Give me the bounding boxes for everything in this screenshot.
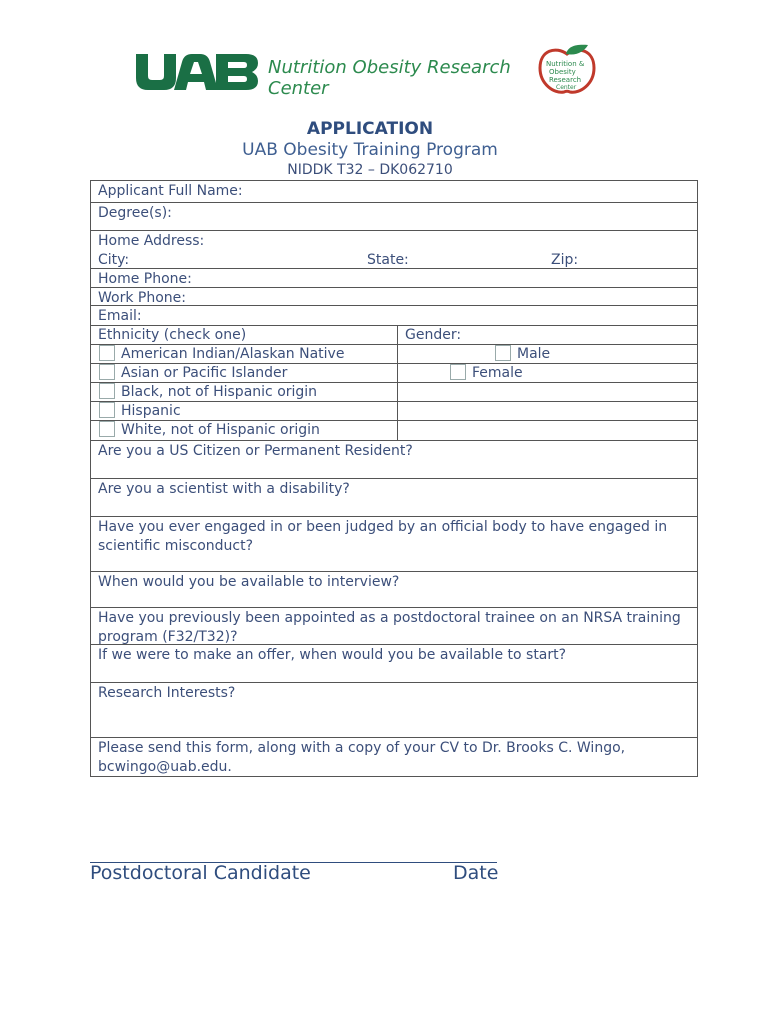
- gender-blank-row: [398, 421, 697, 440]
- uab-logo-graphic: [136, 54, 258, 90]
- checkbox[interactable]: [450, 364, 466, 380]
- gender-label: Gender:: [398, 326, 697, 345]
- citizen-question: Are you a US Citizen or Permanent Resident?: [98, 443, 413, 459]
- citizen-row[interactable]: [91, 441, 697, 479]
- checkbox[interactable]: [495, 345, 511, 361]
- degrees-row[interactable]: [91, 203, 697, 231]
- gender-option-female[interactable]: Female: [398, 364, 697, 383]
- svg-text:Nutrition &: Nutrition &: [546, 60, 585, 68]
- application-form: [90, 180, 698, 777]
- ethnicity-option[interactable]: White, not of Hispanic origin: [91, 421, 397, 440]
- page-title: APPLICATION: [306, 119, 434, 139]
- checkbox[interactable]: [99, 421, 115, 437]
- interview-question: When would you be available to interview?: [98, 574, 400, 590]
- ethnicity-option[interactable]: Black, not of Hispanic origin: [91, 383, 397, 402]
- gender-column: [398, 326, 697, 440]
- disability-question: Are you a scientist with a disability?: [98, 481, 350, 497]
- nrsa-question: Have you previously been appointed as a postdoctoral trainee on an NRSA training program (F32/T32)?: [98, 610, 681, 645]
- city-label: City:: [98, 251, 130, 268]
- svg-text:Center: Center: [556, 84, 577, 91]
- degrees-label: Degree(s):: [98, 205, 172, 221]
- send-instructions: Please send this form, along with a copy of your CV to Dr. Brooks C. Wingo, bcwingo@uab.edu.: [98, 740, 626, 775]
- program-title: UAB Obesity Training Program: [242, 140, 498, 160]
- ethnicity-option[interactable]: Hispanic: [91, 402, 397, 421]
- gender-blank-row: [398, 383, 697, 402]
- title-block: [0, 118, 740, 180]
- interview-row[interactable]: [91, 572, 697, 608]
- state-label: State:: [367, 251, 409, 268]
- start-question: If we were to make an offer, when would you be available to start?: [98, 647, 567, 663]
- ethnicity-column: [91, 326, 398, 440]
- work-phone-label: Work Phone:: [98, 290, 186, 306]
- work-phone-row[interactable]: [91, 288, 697, 306]
- disability-row[interactable]: [91, 479, 697, 517]
- grant-number: NIDDK T32 – DK062710: [287, 162, 453, 178]
- full-name-row[interactable]: [91, 181, 697, 203]
- start-row[interactable]: [91, 645, 697, 683]
- research-row[interactable]: [91, 683, 697, 738]
- address-row[interactable]: [91, 231, 697, 269]
- misconduct-row[interactable]: [91, 517, 697, 572]
- email-row[interactable]: [91, 306, 697, 326]
- gender-blank-row: [398, 402, 697, 421]
- header: [0, 0, 770, 120]
- ethnicity-option[interactable]: Asian or Pacific Islander: [91, 364, 397, 383]
- home-phone-row[interactable]: [91, 269, 697, 288]
- home-address-label: Home Address:: [98, 233, 205, 249]
- email-label: Email:: [98, 308, 142, 324]
- svg-text:Research: Research: [549, 76, 582, 84]
- signature-date-label: Date: [453, 862, 499, 884]
- zip-label: Zip:: [551, 251, 579, 268]
- gender-option-male[interactable]: Male: [398, 345, 697, 364]
- full-name-label: Applicant Full Name:: [98, 183, 243, 199]
- nutrition-apple-icon: [536, 42, 598, 96]
- checkbox[interactable]: [99, 383, 115, 399]
- nrsa-row[interactable]: [91, 608, 697, 645]
- home-phone-label: Home Phone:: [98, 271, 192, 287]
- send-instructions-row: [91, 738, 697, 777]
- center-name-line1: Nutrition Obesity Research: [268, 57, 511, 78]
- ethnicity-option[interactable]: American Indian/Alaskan Native: [91, 345, 397, 364]
- candidate-signature-label: Postdoctoral Candidate: [90, 862, 311, 884]
- checkbox[interactable]: [99, 345, 115, 361]
- checkbox[interactable]: [99, 364, 115, 380]
- checkbox[interactable]: [99, 402, 115, 418]
- center-name: [268, 57, 511, 99]
- svg-text:Obesity: Obesity: [549, 68, 576, 76]
- research-question: Research Interests?: [98, 685, 236, 701]
- uab-logo: [136, 54, 258, 90]
- center-name-line2: Center: [268, 78, 329, 99]
- misconduct-question: Have you ever engaged in or been judged by an official body to have engaged in scientific misconduct?: [98, 519, 668, 554]
- ethnicity-label: Ethnicity (check one): [91, 326, 397, 345]
- ethnicity-gender-section: [91, 326, 697, 441]
